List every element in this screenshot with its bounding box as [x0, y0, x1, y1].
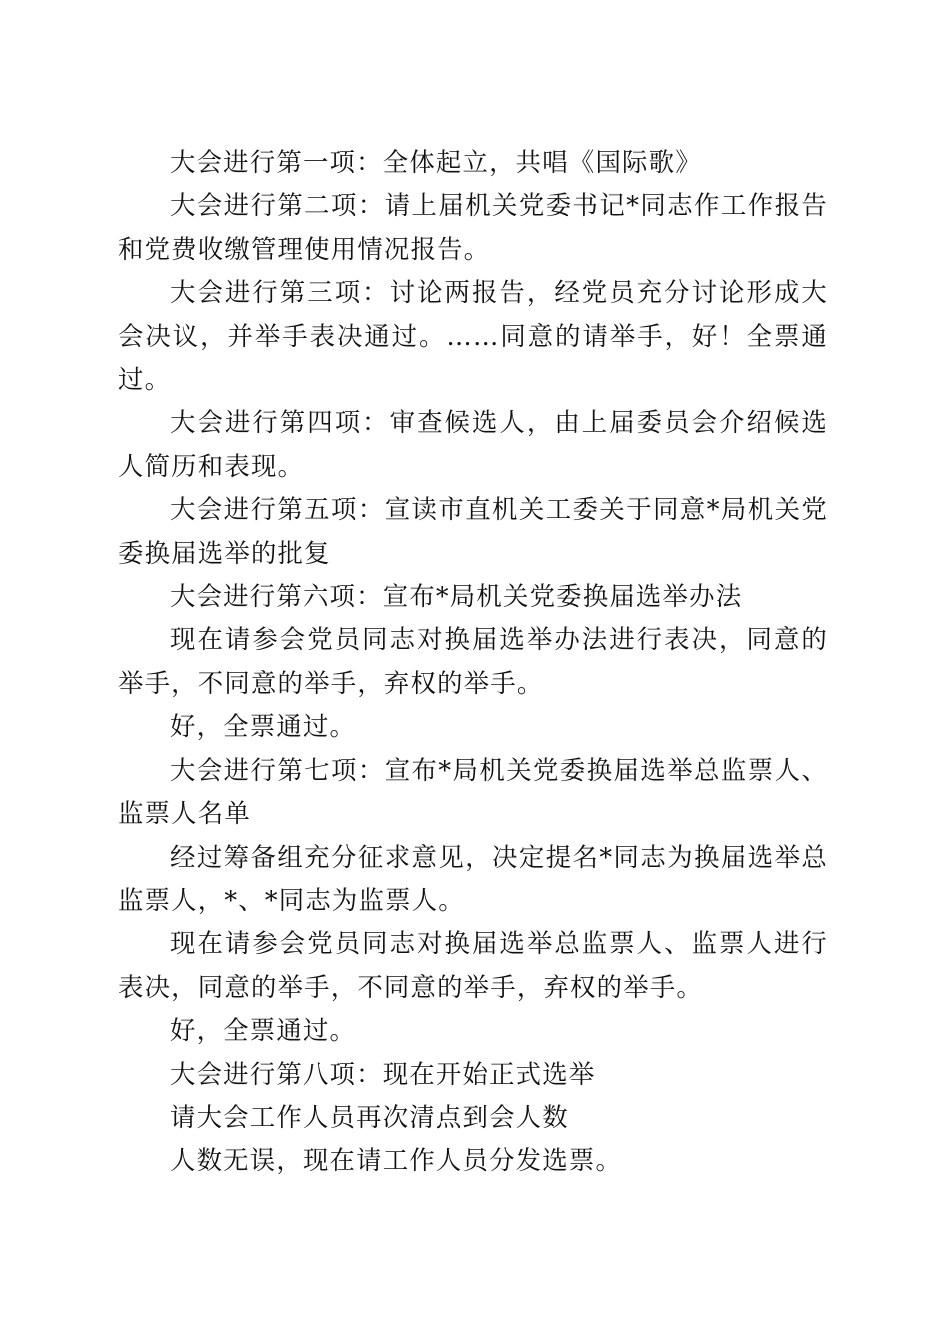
paragraph-item-1: 大会进行第一项：全体起立，共唱《国际歌》	[170, 147, 702, 177]
paragraph-item-2: 大会进行第二项：请上届机关党委书记*同志作工作报告和党费收缴管理使用情况报告。	[118, 190, 828, 264]
paragraph-item-10: 经过筹备组充分征求意见，决定提名*同志为换届选举总监票人，*、*同志为监票人。	[118, 841, 828, 915]
paragraph-item-11: 现在请参会党员同志对换届选举总监票人、监票人进行表决，同意的举手，不同意的举手，弃权的举手。	[118, 928, 828, 1002]
paragraph-item-14: 请大会工作人员再次清点到会人数	[170, 1101, 569, 1132]
paragraph-item-3: 大会进行第三项：讨论两报告，经党员充分讨论形成大会决议，并举手表决通过。……同意的请举手，好！全票通过。	[118, 277, 828, 395]
paragraph-item-13: 大会进行第八项：现在开始正式选举	[170, 1058, 596, 1089]
paragraph-item-6: 大会进行第六项：宣布*局机关党委换届选举办法	[170, 581, 743, 612]
paragraph-item-8: 好，全票通过。	[170, 711, 357, 742]
paragraph-item-9: 大会进行第七项：宣布*局机关党委换届选举总监票人、监票人名单	[118, 754, 828, 829]
paragraph-item-7: 现在请参会党员同志对换届选举办法进行表决，同意的举手，不同意的举手，弃权的举手。	[118, 624, 828, 698]
paragraph-item-4: 大会进行第四项：审查候选人，由上届委员会介绍候选人简历和表现。	[118, 407, 828, 481]
paragraph-item-15: 人数无误，现在请工作人员分发选票。	[170, 1145, 623, 1176]
paragraph-item-5: 大会进行第五项：宣读市直机关工委关于同意*局机关党委换届选举的批复	[118, 494, 828, 568]
document-body	[118, 141, 828, 1183]
paragraph-item-12: 好，全票通过。	[170, 1015, 357, 1046]
